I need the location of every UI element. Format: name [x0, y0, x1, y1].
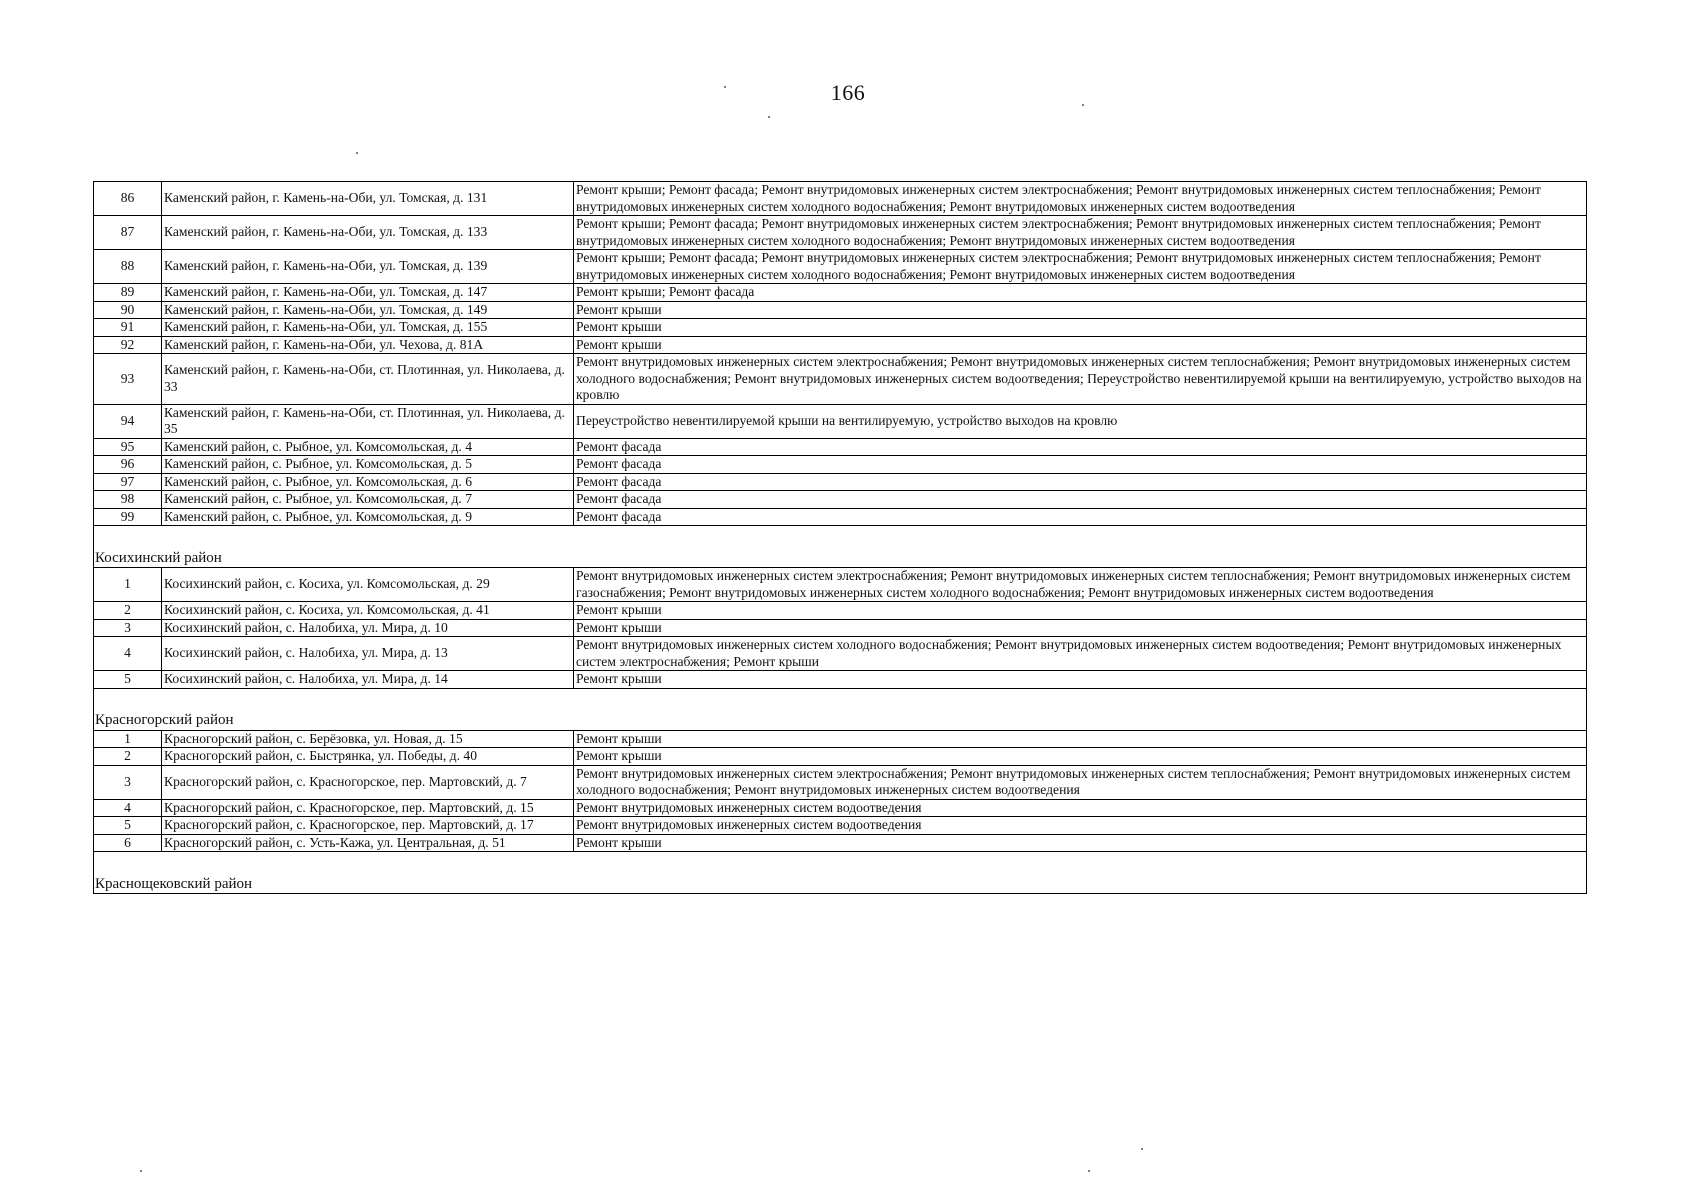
scan-speck [1141, 1148, 1143, 1150]
address-cell: Каменский район, г. Камень-на-Оби, ст. Плотинная, ул. Николаева, д. 35 [162, 404, 574, 438]
work-type-cell: Ремонт крыши [574, 602, 1587, 620]
work-type-cell: Ремонт крыши [574, 730, 1587, 748]
address-cell: Красногорский район, с. Берёзовка, ул. Новая, д. 15 [162, 730, 574, 748]
table-row [94, 319, 1587, 337]
repair-table [93, 181, 1587, 894]
row-number: 5 [94, 671, 162, 689]
row-number: 89 [94, 284, 162, 302]
row-number: 98 [94, 491, 162, 509]
scan-speck [1082, 104, 1084, 106]
work-type-cell: Ремонт крыши [574, 319, 1587, 337]
table-row [94, 301, 1587, 319]
row-number: 5 [94, 817, 162, 835]
work-type-cell: Ремонт крыши [574, 336, 1587, 354]
row-number: 99 [94, 508, 162, 526]
address-cell: Каменский район, г. Камень-на-Оби, ул. Томская, д. 139 [162, 250, 574, 284]
work-type-cell: Ремонт фасада [574, 438, 1587, 456]
row-number: 88 [94, 250, 162, 284]
work-type-cell: Ремонт внутридомовых инженерных систем электроснабжения; Ремонт внутридомовых инженерных систем теплоснабжения; Ремонт внутридомовых инженерных систем холодного водоснабжения; Ремонт внутридомовых инженерных систем водоотведения [574, 765, 1587, 799]
row-number: 97 [94, 473, 162, 491]
address-cell: Каменский район, с. Рыбное, ул. Комсомольская, д. 5 [162, 456, 574, 474]
address-cell: Косихинский район, с. Косиха, ул. Комсомольская, д. 41 [162, 602, 574, 620]
address-cell: Косихинский район, с. Косиха, ул. Комсомольская, д. 29 [162, 568, 574, 602]
table-row [94, 438, 1587, 456]
scan-speck [724, 86, 726, 88]
scan-speck [140, 1170, 142, 1172]
work-type-cell: Ремонт фасада [574, 491, 1587, 509]
address-cell: Каменский район, с. Рыбное, ул. Комсомольская, д. 9 [162, 508, 574, 526]
table-row [94, 619, 1587, 637]
table-row [94, 799, 1587, 817]
work-type-cell: Ремонт фасада [574, 456, 1587, 474]
work-type-cell: Ремонт внутридомовых инженерных систем водоотведения [574, 799, 1587, 817]
row-number: 1 [94, 568, 162, 602]
section-title: Краснощековский район [94, 852, 1587, 894]
row-number: 2 [94, 602, 162, 620]
table-row [94, 508, 1587, 526]
table-row [94, 491, 1587, 509]
work-type-cell: Ремонт крыши; Ремонт фасада; Ремонт внутридомовых инженерных систем электроснабжения; Ремонт внутридомовых инженерных систем теплоснабжения; Ремонт внутридомовых инженерных систем холодного водоснабжения; Ремонт внутридомовых инженерных систем водоотведения [574, 250, 1587, 284]
address-cell: Красногорский район, с. Красногорское, пер. Мартовский, д. 7 [162, 765, 574, 799]
work-type-cell: Ремонт внутридомовых инженерных систем водоотведения [574, 817, 1587, 835]
address-cell: Косихинский район, с. Налобиха, ул. Мира, д. 10 [162, 619, 574, 637]
row-number: 92 [94, 336, 162, 354]
address-cell: Каменский район, г. Камень-на-Оби, ул. Чехова, д. 81А [162, 336, 574, 354]
address-cell: Каменский район, с. Рыбное, ул. Комсомольская, д. 4 [162, 438, 574, 456]
address-cell: Каменский район, г. Камень-на-Оби, ул. Томская, д. 155 [162, 319, 574, 337]
table-row [94, 336, 1587, 354]
work-type-cell: Ремонт внутридомовых инженерных систем электроснабжения; Ремонт внутридомовых инженерных систем теплоснабжения; Ремонт внутридомовых инженерных систем газоснабжения; Ремонт внутридомовых инженерных систем холодного водоснабжения; Ремонт внутридомовых инженерных систем водоотведения [574, 568, 1587, 602]
row-number: 4 [94, 637, 162, 671]
section-title: Косихинский район [94, 526, 1587, 568]
work-type-cell: Переустройство невентилируемой крыши на вентилируемую, устройство выходов на кровлю [574, 404, 1587, 438]
address-cell: Каменский район, г. Камень-на-Оби, ул. Томская, д. 147 [162, 284, 574, 302]
address-cell: Каменский район, с. Рыбное, ул. Комсомольская, д. 6 [162, 473, 574, 491]
work-type-cell: Ремонт фасада [574, 508, 1587, 526]
work-type-cell: Ремонт крыши; Ремонт фасада; Ремонт внутридомовых инженерных систем электроснабжения; Ремонт внутридомовых инженерных систем теплоснабжения; Ремонт внутридомовых инженерных систем холодного водоснабжения; Ремонт внутридомовых инженерных систем водоотведения [574, 182, 1587, 216]
row-number: 2 [94, 748, 162, 766]
page-number: 166 [830, 80, 866, 105]
section-header-row [94, 852, 1587, 894]
row-number: 6 [94, 834, 162, 852]
work-type-cell: Ремонт крыши [574, 671, 1587, 689]
row-number: 3 [94, 765, 162, 799]
row-number: 3 [94, 619, 162, 637]
table-row [94, 834, 1587, 852]
address-cell: Каменский район, г. Камень-на-Оби, ул. Томская, д. 131 [162, 182, 574, 216]
address-cell: Красногорский район, с. Красногорское, пер. Мартовский, д. 17 [162, 817, 574, 835]
work-type-cell: Ремонт крыши; Ремонт фасада; Ремонт внутридомовых инженерных систем электроснабжения; Ремонт внутридомовых инженерных систем теплоснабжения; Ремонт внутридомовых инженерных систем холодного водоснабжения; Ремонт внутридомовых инженерных систем водоотведения [574, 216, 1587, 250]
address-cell: Каменский район, г. Камень-на-Оби, ул. Томская, д. 149 [162, 301, 574, 319]
address-cell: Красногорский район, с. Красногорское, пер. Мартовский, д. 15 [162, 799, 574, 817]
address-cell: Каменский район, г. Камень-на-Оби, ст. Плотинная, ул. Николаева, д. 33 [162, 354, 574, 405]
row-number: 4 [94, 799, 162, 817]
scan-speck [356, 152, 358, 154]
scan-speck [1088, 1170, 1090, 1172]
work-type-cell: Ремонт крыши [574, 619, 1587, 637]
table-row [94, 637, 1587, 671]
work-type-cell: Ремонт крыши [574, 748, 1587, 766]
row-number: 1 [94, 730, 162, 748]
row-number: 93 [94, 354, 162, 405]
table-row [94, 182, 1587, 216]
row-number: 94 [94, 404, 162, 438]
table-row [94, 404, 1587, 438]
scan-speck [768, 116, 770, 118]
address-cell: Каменский район, с. Рыбное, ул. Комсомольская, д. 7 [162, 491, 574, 509]
section-title: Красногорский район [94, 688, 1587, 730]
address-cell: Косихинский район, с. Налобиха, ул. Мира, д. 13 [162, 637, 574, 671]
table-row [94, 730, 1587, 748]
work-type-cell: Ремонт крыши [574, 834, 1587, 852]
table-row [94, 354, 1587, 405]
row-number: 95 [94, 438, 162, 456]
address-cell: Косихинский район, с. Налобиха, ул. Мира, д. 14 [162, 671, 574, 689]
table-row [94, 216, 1587, 250]
work-type-cell: Ремонт фасада [574, 473, 1587, 491]
table-row [94, 671, 1587, 689]
table-row [94, 765, 1587, 799]
work-type-cell: Ремонт внутридомовых инженерных систем электроснабжения; Ремонт внутридомовых инженерных систем теплоснабжения; Ремонт внутридомовых инженерных систем холодного водоснабжения; Ремонт внутридомовых инженерных систем водоотведения; Переустройство невентилируемой крыши на вентилируемую, устройство выходов на кровлю [574, 354, 1587, 405]
row-number: 87 [94, 216, 162, 250]
table-row [94, 473, 1587, 491]
section-header-row [94, 526, 1587, 568]
row-number: 86 [94, 182, 162, 216]
row-number: 96 [94, 456, 162, 474]
address-cell: Каменский район, г. Камень-на-Оби, ул. Томская, д. 133 [162, 216, 574, 250]
table-row [94, 250, 1587, 284]
section-header-row [94, 688, 1587, 730]
table-row [94, 817, 1587, 835]
table-row [94, 602, 1587, 620]
address-cell: Красногорский район, с. Быстрянка, ул. Победы, д. 40 [162, 748, 574, 766]
work-type-cell: Ремонт крыши; Ремонт фасада [574, 284, 1587, 302]
table-row [94, 748, 1587, 766]
address-cell: Красногорский район, с. Усть-Кажа, ул. Центральная, д. 51 [162, 834, 574, 852]
work-type-cell: Ремонт крыши [574, 301, 1587, 319]
row-number: 90 [94, 301, 162, 319]
work-type-cell: Ремонт внутридомовых инженерных систем холодного водоснабжения; Ремонт внутридомовых инженерных систем водоотведения; Ремонт внутридомовых инженерных систем электроснабжения; Ремонт крыши [574, 637, 1587, 671]
table-row [94, 284, 1587, 302]
table-row [94, 568, 1587, 602]
table-row [94, 456, 1587, 474]
row-number: 91 [94, 319, 162, 337]
